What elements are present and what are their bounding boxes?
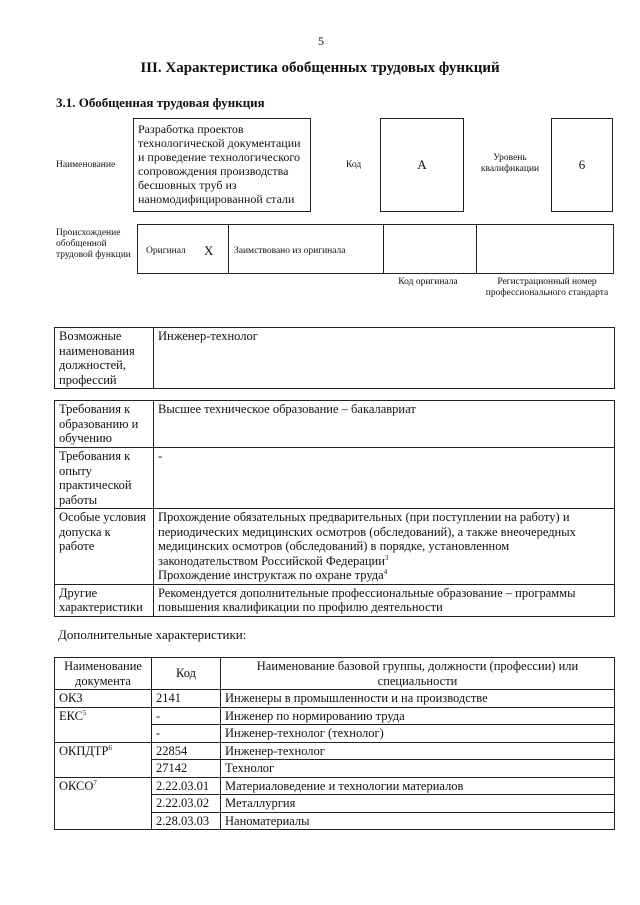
name-cell: Инженер-технолог	[221, 742, 615, 760]
doc-cell: ОКСО$^7$	[55, 777, 152, 830]
name-cell: Инженеры в промышленности и на производстве	[221, 690, 615, 708]
additional-title: Дополнительные характеристики:	[58, 627, 247, 642]
header-code: Код	[152, 658, 221, 690]
code-cell: 2141	[152, 690, 221, 708]
special-conditions-text: Прохождение обязательных предварительных (при поступлении на работу) и периодических медицинских осмотров (обследований), а также внеочередных медицинских осмотров (обследований) в порядке, установленном законодательством Российской Федерации	[158, 510, 576, 568]
footnote-4: 4	[383, 567, 388, 576]
table-row	[55, 690, 615, 708]
name-label: Наименование	[56, 160, 116, 170]
requirement-value: -	[154, 448, 615, 509]
name-cell: Наноматериалы	[221, 812, 615, 830]
name-cell: Инженер-технолог (технолог)	[221, 725, 615, 743]
header-name: Наименование базовой группы, должности (профессии) или специальности	[221, 658, 615, 690]
requirement-row	[55, 401, 615, 448]
original-label: Оригинал	[146, 246, 186, 256]
code-cell: 27142	[152, 760, 221, 778]
code-cell: -	[152, 725, 221, 743]
code-cell: 2.22.03.02	[152, 795, 221, 813]
requirement-label: Особые условия допуска к работе	[55, 509, 154, 585]
code-cell: 22854	[152, 742, 221, 760]
origin-box	[137, 224, 614, 274]
borrowed-label: Заимствовано из оригинала	[234, 246, 346, 256]
code-label: Код	[346, 160, 362, 170]
additional-header-row	[55, 658, 615, 690]
origin-label: Происхождение обобщенной трудовой функции	[56, 228, 131, 260]
table-row	[55, 742, 615, 760]
requirement-label: Требования к образованию и обучению	[55, 401, 154, 448]
table-row	[55, 707, 615, 725]
name-cell: Инженер по нормированию труда	[221, 707, 615, 725]
additional-table	[54, 657, 615, 830]
requirement-row	[55, 509, 615, 585]
footnote-3: 3	[384, 553, 389, 562]
subsection-title: 3.1. Обобщенная трудовая функция	[56, 95, 265, 110]
code-value: A	[417, 157, 427, 172]
page-number: 5	[318, 34, 324, 48]
name-cell: Технолог	[221, 760, 615, 778]
requirement-value	[154, 509, 615, 585]
requirements-table	[54, 400, 615, 617]
requirement-row	[55, 448, 615, 509]
doc-cell: ЕКС$^5$	[55, 707, 152, 742]
requirement-label: Другие характеристики	[55, 584, 154, 616]
level-box	[551, 118, 613, 212]
code-cell: 2.22.03.01	[152, 777, 221, 795]
requirement-label: Требования к опыту практической работы	[55, 448, 154, 509]
code-cell: -	[152, 707, 221, 725]
job-titles-value: Инженер-технолог	[154, 328, 615, 389]
code-cell: 2.28.03.03	[152, 812, 221, 830]
original-mark: X	[204, 243, 214, 258]
header-doc: Наименование документа	[55, 658, 152, 690]
doc-cell: ОКПДТР$^6$	[55, 742, 152, 777]
name-value: Разработка проектов технологической документации и проведение технологического сопровождения производства бесшовных труб из наномодифицированной стали	[138, 122, 301, 206]
doc-cell: ОКЗ	[55, 690, 152, 708]
level-label: Уровень квалификации	[480, 153, 540, 174]
job-titles-row	[55, 328, 615, 389]
name-cell: Металлургия	[221, 795, 615, 813]
name-box	[133, 118, 311, 212]
name-cell: Материаловедение и технологии материалов	[221, 777, 615, 795]
table-row	[55, 777, 615, 795]
level-value: 6	[578, 157, 586, 172]
reg-number-caption: Регистрационный номер профессионального стандарта	[485, 277, 609, 298]
job-titles-label: Возможные наименования должностей, профессий	[55, 328, 154, 389]
requirement-value: Высшее техническое образование – бакалавриат	[154, 401, 615, 448]
job-titles-table	[54, 327, 615, 389]
code-box	[380, 118, 464, 212]
safety-briefing-text: Прохождение инструктаж по охране труда	[158, 568, 384, 582]
code-original-caption: Код оригинала	[398, 277, 458, 287]
requirement-row	[55, 584, 615, 616]
requirement-value: Рекомендуется дополнительные профессиональные образование – программы повышения квалификации по профилю деятельности	[154, 584, 615, 616]
section-title: III. Характеристика обобщенных трудовых функций	[140, 60, 500, 76]
